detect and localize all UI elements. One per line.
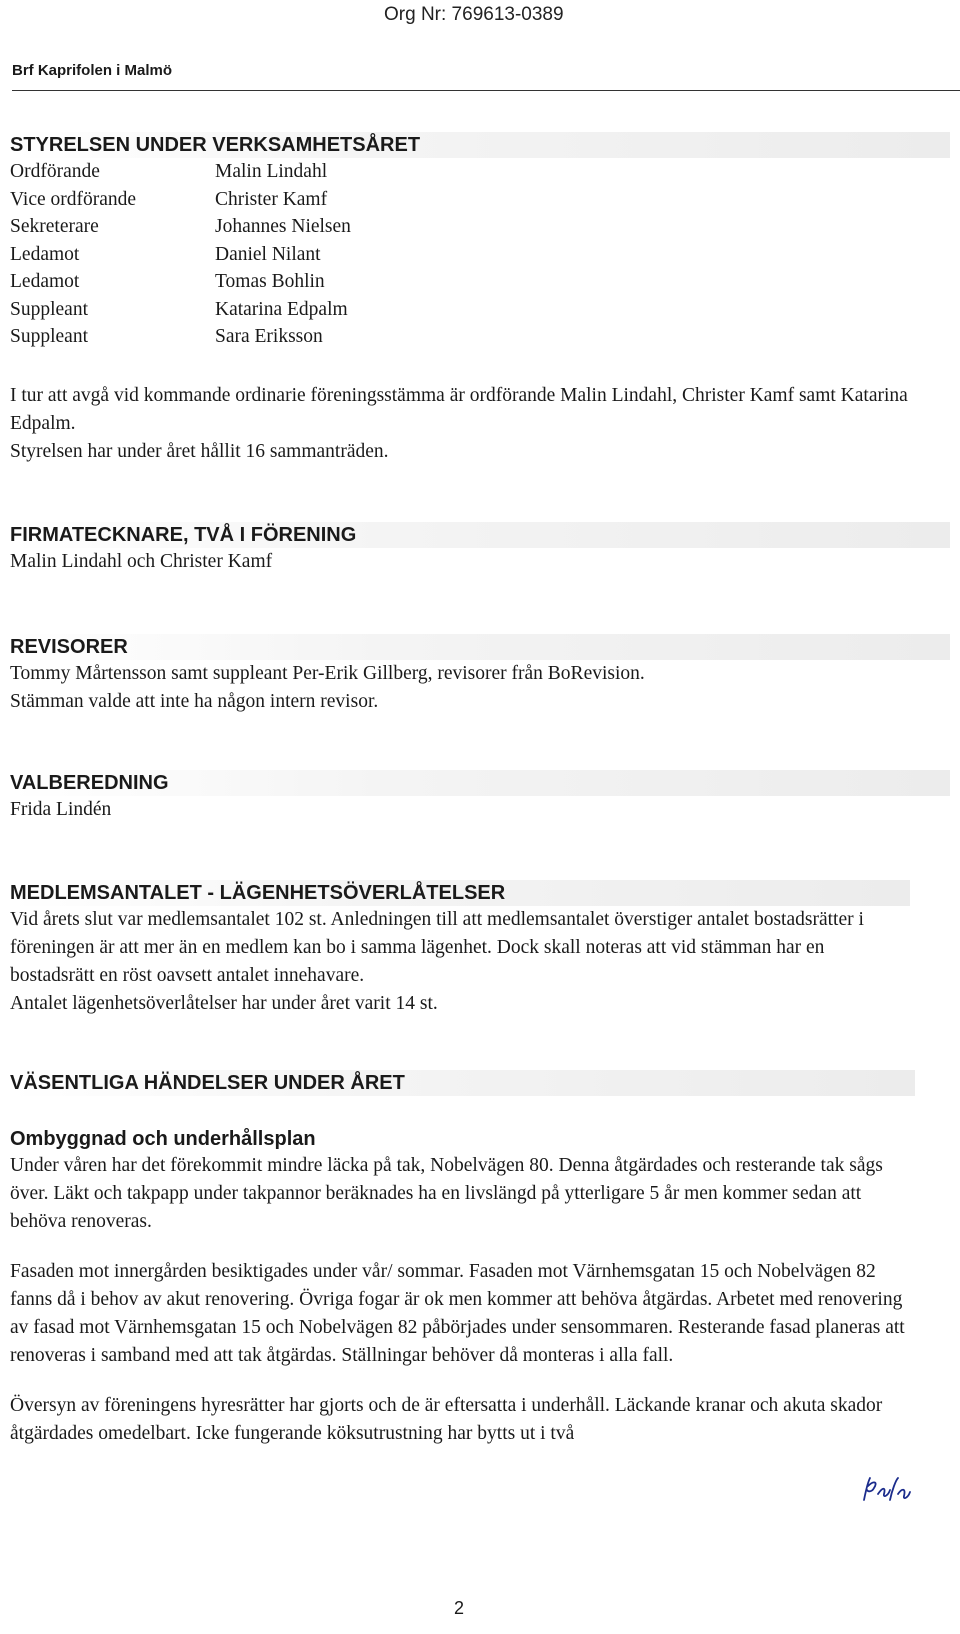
board-member-row [10, 158, 351, 186]
events-subheading: Ombyggnad och underhållsplan [10, 1128, 316, 1150]
member-name: Daniel Nilant [215, 243, 321, 265]
nomination-heading: VALBEREDNING [10, 770, 950, 796]
handwritten-initials [858, 1470, 914, 1510]
auditors-line-1: Tommy Mårtensson samt suppleant Per-Erik Gillberg, revisorer från BoRevision. [10, 663, 645, 684]
events-paragraph-1: Under våren har det förekommit mindre läcka på tak, Nobelvägen 80. Denna åtgärdades och resterande tak sågs över. Läkt och takpapp under takpannor beräknades ha en livslängd på ytterligare 5 år men kommer sedan att behöva renoveras. [10, 1155, 883, 1232]
spacer [10, 1236, 915, 1258]
nomination-section [10, 770, 950, 824]
events-paragraph-2: Fasaden mot innergården besiktigades under vår/ sommar. Fasaden mot Värnhemsgatan 15 och Nobelvägen 82 fanns då i behov av akut renovering. Övriga fogar är ok men kommer att behöva åtgärdas. Arbetet med renovering av fasad mot Värnhemsgatan 15 och Nobelvägen 82 påbörjades under sensommaren. Resterande fasad planeras att renoveras i samband med att tak åtgärdas. Ställningar behöver då monteras i alla fall. [10, 1261, 905, 1366]
member-role: Suppleant [10, 326, 88, 347]
board-notes [10, 382, 940, 466]
membership-section [10, 880, 910, 1018]
board-member-row [10, 323, 351, 351]
signatories-heading: FIRMATECKNARE, TVÅ I FÖRENING [10, 522, 950, 548]
events-section [10, 1070, 915, 1448]
member-name: Malin Lindahl [215, 161, 328, 182]
auditors-section [10, 634, 950, 716]
association-name: Brf Kaprifolen i Malmö [12, 62, 173, 79]
org-number: Org Nr: 769613-0389 [384, 4, 564, 25]
board-member-row [10, 213, 351, 241]
events-paragraph-3: Översyn av föreningens hyresrätter har gjorts och de är eftersatta i underhåll. Läckande kranar och akuta skador åtgärdades omedelbart. Icke fungerande köksutrustning har bytts ut i två [10, 1395, 883, 1444]
member-name: Johannes Nielsen [215, 216, 351, 237]
member-role: Vice ordförande [10, 188, 137, 210]
member-role: Suppleant [10, 298, 88, 320]
auditors-heading: REVISORER [10, 634, 950, 660]
signatories-text: Malin Lindahl och Christer Kamf [10, 551, 273, 572]
member-role: Ledamot [10, 243, 80, 265]
spacer [10, 1096, 915, 1126]
member-role: Ledamot [10, 271, 80, 292]
board-member-row [10, 296, 351, 324]
spacer [10, 1370, 915, 1392]
signatories-section [10, 522, 950, 576]
board-meetings-paragraph: Styrelsen har under året hållit 16 sammanträden. [10, 441, 389, 462]
membership-paragraph: Vid årets slut var medlemsantalet 102 st. Anledningen till att medlemsantalet överstiger antalet bostadsrätter i föreningen är att mer än en medlem kan bo i samma lägenhet. Dock skall noteras att vid stämman har en bostadsrätt en röst oavsett antalet innehavare. [10, 909, 864, 986]
board-member-row [10, 241, 351, 269]
membership-heading: MEDLEMSANTALET - LÄGENHETSÖVERLÅTELSER [10, 880, 910, 906]
member-role: Sekreterare [10, 216, 99, 237]
events-heading: VÄSENTLIGA HÄNDELSER UNDER ÅRET [10, 1070, 915, 1096]
member-name: Sara Eriksson [215, 326, 323, 347]
nomination-text: Frida Lindén [10, 799, 112, 820]
page-number: 2 [454, 1598, 465, 1618]
auditors-line-2: Stämman valde att inte ha någon intern revisor. [10, 691, 379, 712]
member-role: Ordförande [10, 161, 100, 182]
member-name: Christer Kamf [215, 188, 328, 210]
board-member-row [10, 186, 351, 214]
member-name: Tomas Bohlin [215, 271, 325, 292]
board-section [10, 132, 950, 351]
board-members-table [10, 158, 351, 351]
board-heading: STYRELSEN UNDER VERKSAMHETSÅRET [10, 132, 950, 158]
board-member-row [10, 268, 351, 296]
board-retiring-paragraph: I tur att avgå vid kommande ordinarie föreningsstämma är ordförande Malin Lindahl, Christer Kamf samt Katarina Edpalm. [10, 385, 908, 434]
membership-transfers: Antalet lägenhetsöverlåtelser har under året varit 14 st. [10, 993, 438, 1014]
member-name: Katarina Edpalm [215, 298, 348, 320]
